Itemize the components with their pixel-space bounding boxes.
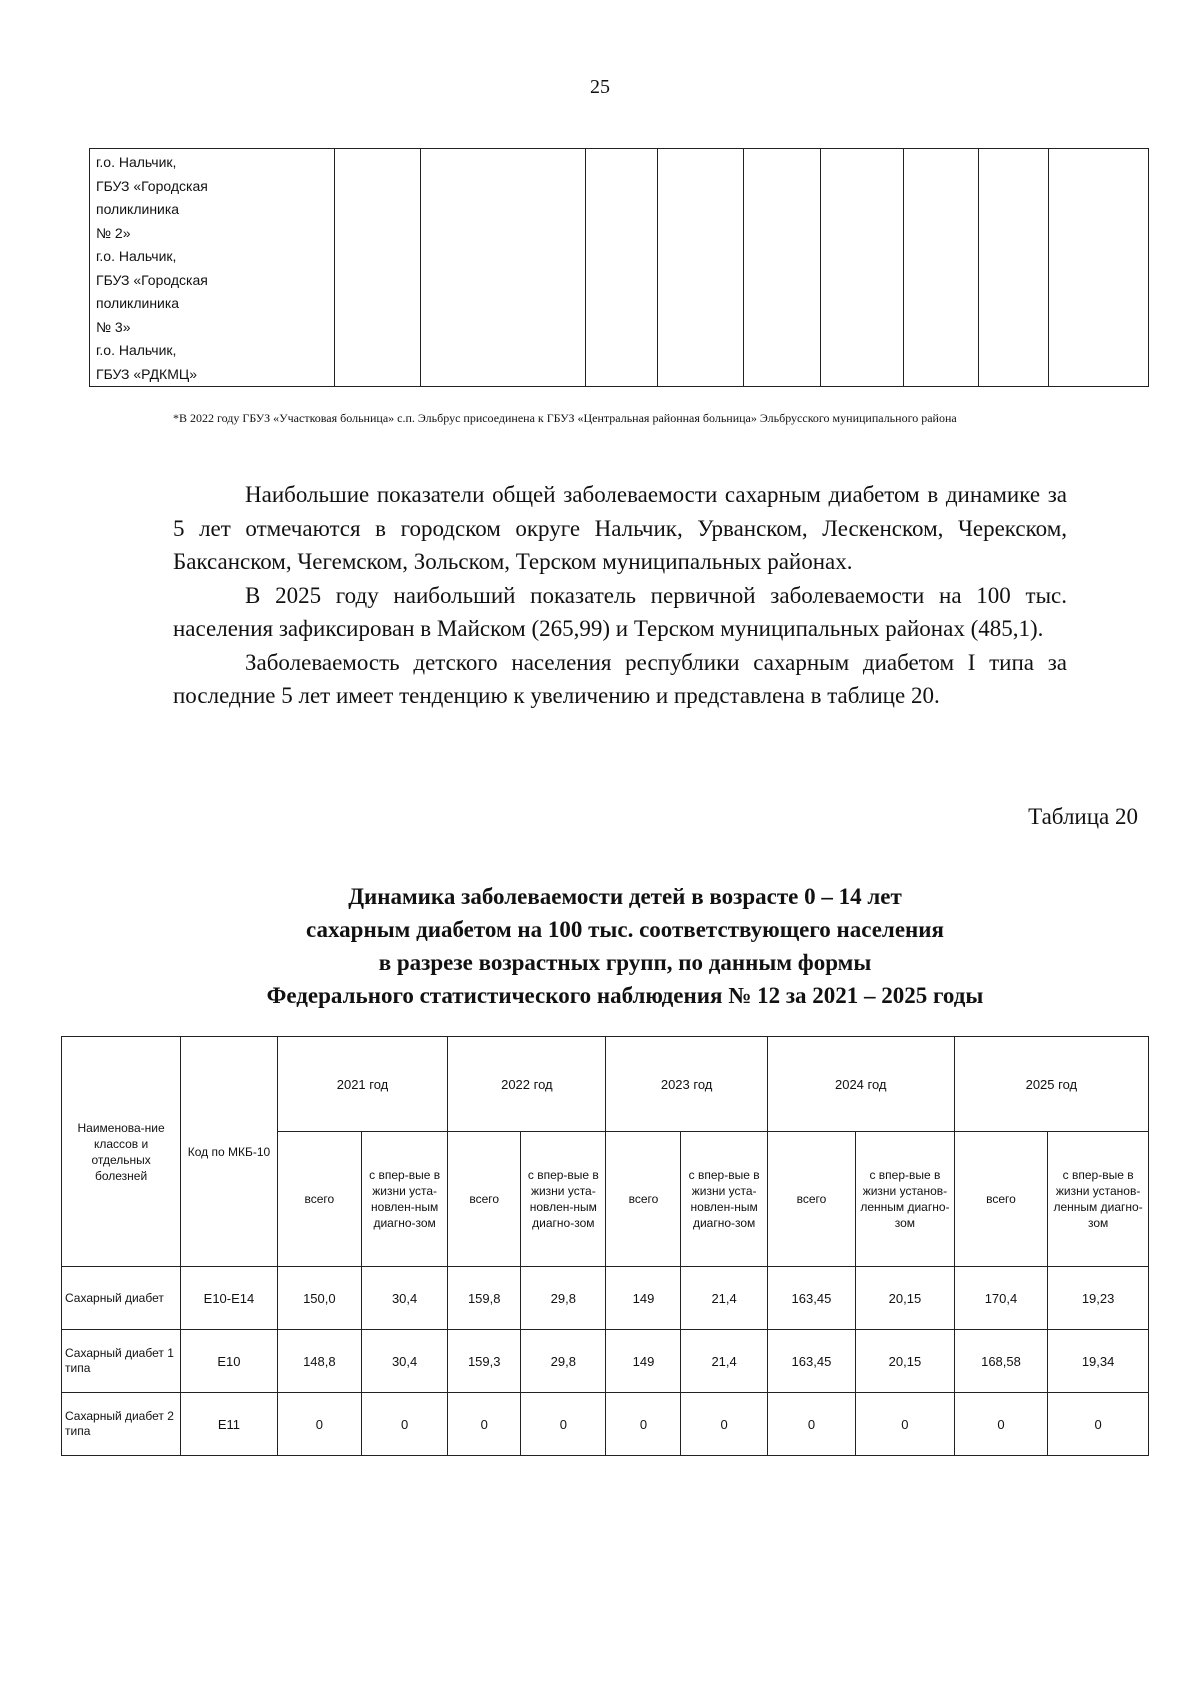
cont-line: поликлиника	[96, 295, 180, 311]
continuation-empty-cell	[335, 149, 421, 387]
cell-value: 0	[767, 1393, 855, 1456]
header-first-diagnosed: с впер-вые в жизни установ-ленным диагно-зом	[1048, 1132, 1149, 1267]
paragraph: Заболеваемость детского населения республики сахарным диабетом I типа за последние 5 лет имеет тенденцию к увеличению и представлена в таблице 20.	[173, 649, 1067, 708]
cont-line: ГБУЗ «РДКМЦ»	[96, 365, 198, 382]
cell-value: 29,8	[521, 1267, 606, 1330]
cell-value: 30,4	[361, 1267, 447, 1330]
paragraph: В 2025 году наибольший показатель первичной заболеваемости на 100 тыс. населения зафиксирован в Майском (265,99) и Терском муниципальных районах (485,1).	[173, 582, 1067, 641]
continuation-empty-cell	[904, 149, 979, 387]
continuation-empty-cell	[586, 149, 658, 387]
cell-value: 19,34	[1048, 1330, 1149, 1393]
table-row	[62, 1393, 1149, 1456]
table-caption	[100, 880, 1150, 1012]
header-total: всего	[448, 1132, 521, 1267]
header-class-name: Наименова-ние классов и отдельных болезней	[62, 1037, 181, 1267]
cell-value: 21,4	[681, 1330, 767, 1393]
cell-value: 0	[606, 1393, 681, 1456]
cont-line: поликлиника	[96, 201, 180, 217]
cell-value: 0	[681, 1393, 767, 1456]
cont-line: г.о. Нальчик,	[96, 154, 177, 170]
cont-line: г.о. Нальчик,	[96, 342, 177, 358]
row-disease-name: Сахарный диабет	[62, 1267, 181, 1330]
header-year: 2021 год	[277, 1037, 448, 1132]
cell-value: 0	[277, 1393, 361, 1456]
cell-value: 20,15	[856, 1330, 955, 1393]
cont-line: ГБУЗ «Городская	[96, 177, 208, 194]
cell-value: 0	[521, 1393, 606, 1456]
row-disease-name: Сахарный диабет 2 типа	[62, 1393, 181, 1456]
header-total: всего	[767, 1132, 855, 1267]
header-first-diagnosed: с впер-вые в жизни установ-ленным диагно-зом	[856, 1132, 955, 1267]
row-icd-code: Е10-Е14	[181, 1267, 278, 1330]
caption-line: в разрезе возрастных групп, по данным формы	[378, 950, 872, 975]
cell-value: 148,8	[277, 1330, 361, 1393]
page-number: 25	[590, 76, 610, 98]
cont-line: № 2»	[96, 224, 131, 241]
caption-line: Федерального статистического наблюдения № 12 за 2021 – 2025 годы	[266, 983, 984, 1008]
cell-value: 0	[1048, 1393, 1149, 1456]
cell-value: 0	[361, 1393, 447, 1456]
header-first-diagnosed: с впер-вые в жизни уста-новлен-ным диагно-зом	[681, 1132, 767, 1267]
cell-value: 159,3	[448, 1330, 521, 1393]
cell-value: 150,0	[277, 1267, 361, 1330]
cell-value: 149	[606, 1267, 681, 1330]
table-label: Таблица 20	[1028, 804, 1138, 829]
cell-value: 29,8	[521, 1330, 606, 1393]
caption-line: сахарным диабетом на 100 тыс. соответствующего населения	[306, 917, 944, 942]
continuation-empty-cell	[744, 149, 821, 387]
table-row	[62, 1330, 1149, 1393]
caption-line: Динамика заболеваемости детей в возрасте 0 – 14 лет	[348, 884, 902, 909]
cont-line: ГБУЗ «Городская	[96, 271, 208, 288]
header-first-diagnosed: с впер-вые в жизни уста-новлен-ным диагно-зом	[361, 1132, 447, 1267]
header-year: 2022 год	[448, 1037, 606, 1132]
paragraph: Наибольшие показатели общей заболеваемости сахарным диабетом в динамике за 5 лет отмечаются в городском округе Нальчик, Урванском, Лескенском, Черекском, Баксанском, Чегемском, Зольском, Терском муниципальных районах.	[173, 482, 1067, 574]
cont-line: № 3»	[96, 318, 131, 335]
cell-value: 168,58	[954, 1330, 1047, 1393]
continuation-empty-cell	[979, 149, 1049, 387]
continuation-table	[89, 148, 1149, 387]
header-year: 2024 год	[767, 1037, 954, 1132]
header-year: 2025 год	[954, 1037, 1148, 1132]
header-first-diagnosed: с впер-вые в жизни уста-новлен-ным диагно-зом	[521, 1132, 606, 1267]
cell-value: 21,4	[681, 1267, 767, 1330]
header-total: всего	[277, 1132, 361, 1267]
row-disease-name: Сахарный диабет 1 типа	[62, 1330, 181, 1393]
cell-value: 20,15	[856, 1267, 955, 1330]
continuation-empty-cell	[821, 149, 904, 387]
cell-value: 149	[606, 1330, 681, 1393]
cont-line: г.о. Нальчик,	[96, 248, 177, 264]
cell-value: 0	[954, 1393, 1047, 1456]
cell-value: 159,8	[448, 1267, 521, 1330]
cell-value: 19,23	[1048, 1267, 1149, 1330]
continuation-name-cell	[90, 149, 335, 387]
table-row	[62, 1267, 1149, 1330]
continuation-empty-cell	[1049, 149, 1149, 387]
header-icd-code: Код по МКБ-10	[181, 1037, 278, 1267]
cell-value: 0	[856, 1393, 955, 1456]
header-year: 2023 год	[606, 1037, 767, 1132]
footnote: *В 2022 году ГБУЗ «Участковая больница» с.п. Эльбрус присоединена к ГБУЗ «Центральная районная больница» Эльбрусского муниципального района	[173, 411, 957, 425]
cell-value: 170,4	[954, 1267, 1047, 1330]
continuation-empty-cell	[421, 149, 586, 387]
cell-value: 0	[448, 1393, 521, 1456]
header-total: всего	[606, 1132, 681, 1267]
cell-value: 163,45	[767, 1267, 855, 1330]
cell-value: 163,45	[767, 1330, 855, 1393]
header-total: всего	[954, 1132, 1047, 1267]
cell-value: 30,4	[361, 1330, 447, 1393]
body-paragraphs	[173, 478, 1067, 713]
continuation-empty-cell	[658, 149, 744, 387]
incidence-table	[61, 1036, 1149, 1456]
row-icd-code: Е10	[181, 1330, 278, 1393]
row-icd-code: Е11	[181, 1393, 278, 1456]
